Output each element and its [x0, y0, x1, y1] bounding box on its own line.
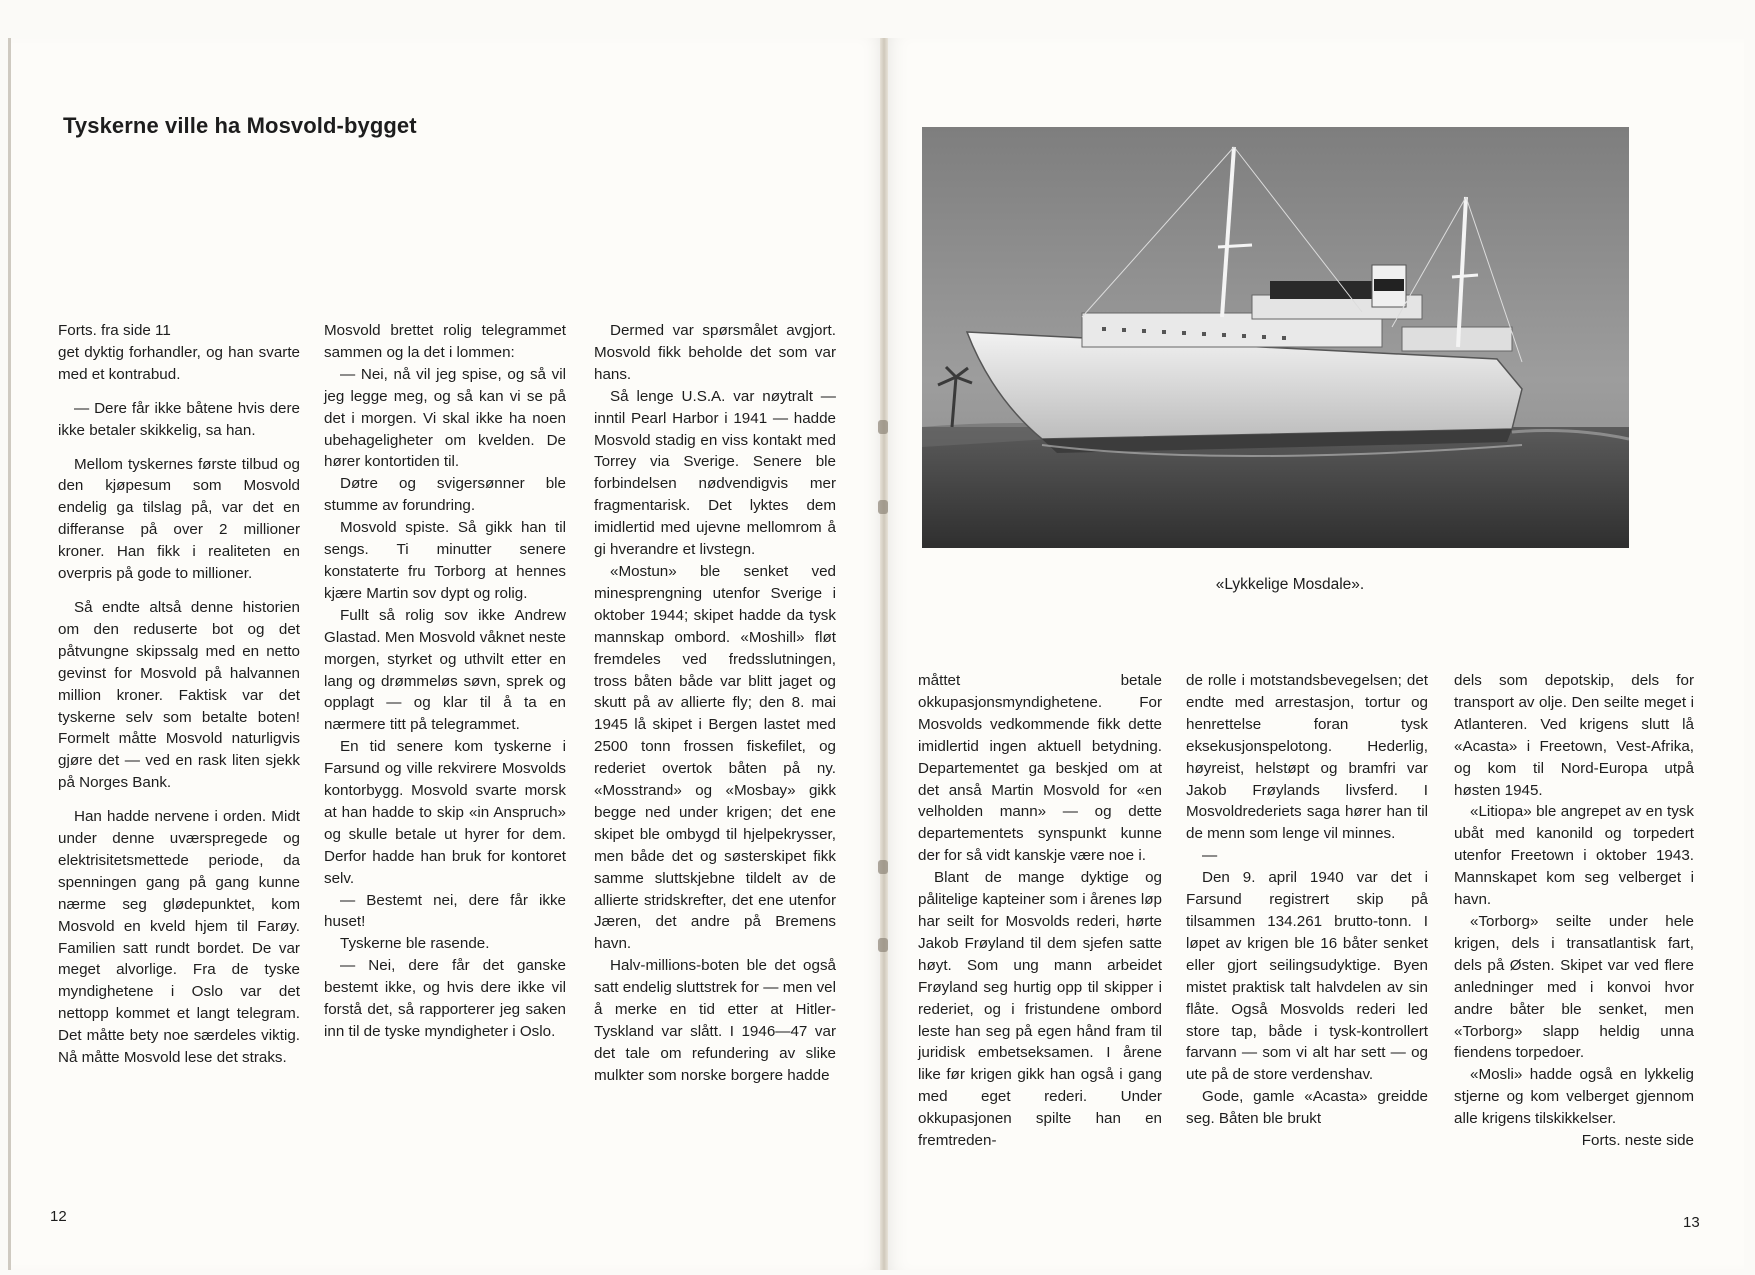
staple-mark: [878, 500, 888, 514]
paragraph: «Litiopa» ble angrepet av en tysk ubåt med kanonild og torpedert utenfor Freetown i oktober 1943. Mannskapet kom seg velberget i havn.: [1454, 803, 1694, 909]
ship-photo: [922, 127, 1629, 548]
staple-mark: [878, 938, 888, 952]
paragraph: de rolle i motstandsbevegelsen; det endte med arrestasjon, tortur og henrettelse foran tysk eksekusjonspelotong. Hederlig, høyreist, helstøpt og bramfri var Jakob Frøylands livsferd. I Mosvoldrederiets saga hører han til de menn som lenge vil minnes.: [1186, 672, 1428, 843]
right-column-1: [918, 670, 1162, 1152]
paragraph: Fullt så rolig sov ikke Andrew Glastad. Men Mosvold våknet neste morgen, styrket og uthvilt etter en lang og drømmeløs søvn, sprek og opplagt — og klar til å ta en nærmere titt på telegrammet.: [324, 606, 566, 734]
right-column-2: [1186, 670, 1428, 1130]
paragraph: En tid senere kom tyskerne i Farsund og ville rekvirere Mosvolds kontorbygg. Mosvold svarte morsk at han hadde to skip «in Anspruch» og skulle betale ut hyrer for dem. Derfor hadde han bruk for kontoret selv.: [324, 738, 566, 887]
paragraph: get dyktig forhandler, og han svarte med et kontrabud.: [58, 343, 300, 383]
paragraph: — Nei, nå vil jeg spise, og så vil jeg legge meg, og så kan vi se på det i morgen. Vi skal ikke ha noen ubehageligheter om kvelden. De hører kontortiden til.: [324, 365, 566, 471]
paragraph: Dermed var spørsmålet avgjort. Mosvold fikk beholde det som var hans.: [594, 322, 836, 383]
page-number-left: 12: [50, 1208, 67, 1225]
paragraph: Så lenge U.S.A. var nøytralt — inntil Pearl Harbor i 1941 — hadde Mosvold stadig en viss kontakt med Torrey via Sverige. Senere ble forbindelsen nødvendigvis mer fragmentarisk. Det lyktes dem imidlertid med ujevne mellomrom å gi hverandre et livstegn.: [594, 387, 836, 559]
paragraph: «Mostun» ble senket ved minesprengning utenfor Sverige i oktober 1944; skipet hadde da tysk mannskap ombord. «Moshill» fløt fremdeles ved fredsslutningen, tross båten både var blitt jaget og skutt på av allierte fly; den 8. mai 1945 lå skipet i Bergen lastet med 2500 tonn frossen fiskefilet, og rederiet overtok båten på ny. «Mosstrand» og «Mosbay» gikk begge ned under krigen; det ene skipet ble ombygd til hjelpekrysser, men både det og søsterskipet fikk samme sluttskjebne tildelt av de allierte stridskrefter, det ene utenfor Jæren, det andre på Bremens havn.: [594, 562, 836, 953]
staple-mark: [878, 420, 888, 434]
paragraph: Forts. fra side 11: [58, 322, 171, 339]
ship-photo-graphic: [922, 127, 1629, 548]
left-column-3: [594, 320, 836, 1087]
paragraph: «Mosli» hadde også en lykkelig stjerne og kom velberget gjennom alle krigens tilskikkelser.: [1454, 1066, 1694, 1128]
staple-mark: [878, 860, 888, 874]
photo-caption: «Lykkelige Mosdale».: [1215, 576, 1365, 593]
paragraph: Mellom tyskernes første tilbud og den kjøpesum som Mosvold endelig ga tilslag på, var det en differanse på over 2 millioner kroner. Han fikk i realiteten en overpris på gode to millioner.: [58, 455, 300, 583]
paragraph: Så endte altså denne historien om den reduserte bot og det påtvungne skipssalg med en netto gevinst for Mosvold på halvannen million kroner. Faktisk var det tyskerne selv som betalte boten! Formelt måtte Mosvold naturligvis gjøre det — ved en rask liten sjekk på Norges Bank.: [58, 598, 300, 792]
page-gutter: [880, 38, 888, 1270]
left-column-1: [58, 320, 300, 1069]
paragraph: Døtre og svigersønner ble stumme av forundring.: [324, 475, 566, 515]
paragraph: Gode, gamle «Acasta» greidde seg. Båten ble brukt: [1186, 1088, 1428, 1128]
paragraph: «Torborg» seilte under hele krigen, dels i transatlantisk fart, dels på Østen. Skipet var ved flere anledninger med i konvoi hvor andre båter ble senket, men «Torborg» slapp heldig unna fiendens torpedoer.: [1454, 912, 1694, 1062]
paragraph: Halv-millions-boten ble det også satt endelig sluttstrek for — men vel å merke en tid etter at Hitler-Tyskland var slått. I 1946—47 var det tale om refundering av slike mulkter som norske borgere hadde: [594, 957, 836, 1084]
continued-note: Forts. neste side: [1581, 1132, 1694, 1150]
paragraph: — Dere får ikke båtene hvis dere ikke betaler skikkelig, sa han.: [58, 399, 300, 439]
right-column-3: [1454, 670, 1694, 1152]
paragraph: måttet betale okkupasjonsmyndighetene. For Mosvolds vedkommende fikk dette imidlertid ingen aktuell betydning. Departementet ga beskjed om at det anså Martin Mosvold for «en velholden mann» — og dette departementets synspunkt kunne der for så vidt kanskje være noe i.: [918, 672, 1162, 865]
paragraph: Mosvold spiste. Så gikk han til sengs. Ti minutter senere konstaterte fru Torborg at hennes kjære Martin sov dypt og rolig.: [324, 519, 566, 602]
paragraph: Mosvold brettet rolig telegrammet sammen og la det i lommen:: [324, 322, 566, 361]
paragraph: Tyskerne ble rasende.: [340, 935, 490, 953]
section-divider: —: [1202, 847, 1218, 865]
left-column-2: [324, 320, 566, 1043]
paragraph: Han hadde nervene i orden. Midt under denne uværspregede og elektrisitetsmettede periode, da spenningen gang på gang kunne nærme seg glødepunktet, kom Mosvold en kveld hjem til Farøy. Familien satt rundt bordet. De var meget alvorlige. Fra de tyske myndighetene i Oslo var det nettopp kommet et langt telegram. Det måtte bety noe særdeles viktig. Nå måtte Mosvold lese det straks.: [58, 808, 300, 1067]
paragraph-emphasis: — Bestemt nei, dere får ikke huset!: [324, 891, 566, 931]
paragraph: Blant de mange dyktige og pålitelige kapteiner som i årenes løp har seilt for Mosvolds rederi, hørte Jakob Frøyland til dem sjefen satte høyt. Som ung mann arbeidet Frøyland seg hurtig opp til skipper i rederiet, og i fristundene ombord leste han seg på egen hånd fram til juridisk embetseksamen. I årene like før krigen gikk han også i gang med eget rederi. Under okkupasjonen spilte han en fremtreden-: [918, 869, 1162, 1150]
article-title: Tyskerne ville ha Mosvold-bygget: [63, 113, 417, 138]
page-number-right: 13: [1683, 1214, 1700, 1231]
paragraph: Den 9. april 1940 var det i Farsund registrert skip på tilsammen 134.261 brutto-tonn. I løpet av krigen ble 16 båter senket eller gjort seilingsudyktige. Byen mistet praktisk talt halvdelen av sin flåte. Også Mosvolds rederi led store tap, både i tysk-kontrollert farvann — som vi alt har sett — og ute på de store verdenshav.: [1186, 869, 1428, 1084]
paragraph: — Nei, dere får det ganske bestemt ikke, og hvis dere ikke vil forstå det, så rapporterer jeg saken inn til de tyske myndigheter i Oslo.: [324, 957, 566, 1040]
paragraph: dels som depotskip, dels for transport av olje. Den seilte meget i Atlanteren. Ved krigens slutt lå «Acasta» i Freetown, Vest-Afrika, og kom til Nord-Europa utpå høsten 1945.: [1454, 672, 1694, 799]
